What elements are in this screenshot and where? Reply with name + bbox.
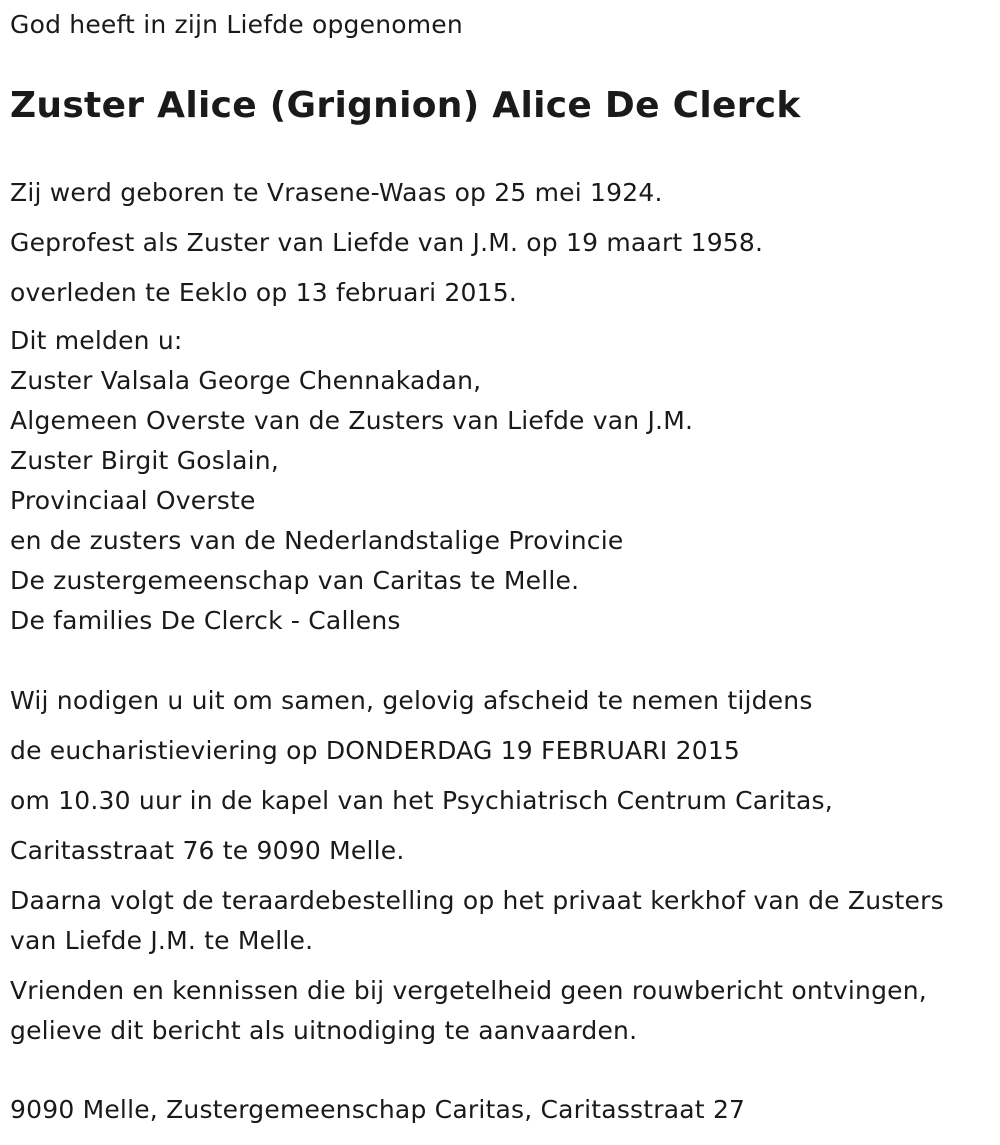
invitation-line: Caritasstraat 76 te 9090 Melle. [10, 836, 405, 865]
burial-line: van Liefde J.M. te Melle. [10, 926, 314, 955]
invitation-line: om 10.30 uur in de kapel van het Psychiatrisch Centrum Caritas, [10, 786, 833, 815]
friends-line: Vrienden en kennissen die bij vergetelheid geen rouwbericht ontvingen, [10, 976, 927, 1005]
intro-line: God heeft in zijn Liefde opgenomen [10, 10, 463, 39]
announcer-line: De families De Clerck - Callens [10, 606, 401, 635]
announcer-line: en de zusters van de Nederlandstalige Provincie [10, 526, 624, 555]
announcer-line: Algemeen Overste van de Zusters van Liefde van J.M. [10, 406, 694, 435]
profession-line: Geprofest als Zuster van Liefde van J.M. op 19 maart 1958. [10, 228, 764, 257]
deceased-name: Zuster Alice (Grignion) Alice De Clerck [10, 85, 801, 126]
friends-line: gelieve dit bericht als uitnodiging te aanvaarden. [10, 1016, 638, 1045]
invitation-line: de eucharistieviering op DONDERDAG 19 FEBRUARI 2015 [10, 736, 741, 765]
announcers-intro: Dit melden u: [10, 326, 183, 355]
footer-address: 9090 Melle, Zustergemeenschap Caritas, Caritasstraat 27 [10, 1095, 746, 1124]
invitation-line: Wij nodigen u uit om samen, gelovig afscheid te nemen tijdens [10, 686, 813, 715]
announcer-line: Provinciaal Overste [10, 486, 256, 515]
burial-line: Daarna volgt de teraardebestelling op het privaat kerkhof van de Zusters [10, 886, 944, 915]
announcer-line: Zuster Birgit Goslain, [10, 446, 279, 475]
announcer-line: Zuster Valsala George Chennakadan, [10, 366, 482, 395]
death-line: overleden te Eeklo op 13 februari 2015. [10, 278, 517, 307]
announcer-line: De zustergemeenschap van Caritas te Melle. [10, 566, 580, 595]
birth-line: Zij werd geboren te Vrasene-Waas op 25 mei 1924. [10, 178, 663, 207]
